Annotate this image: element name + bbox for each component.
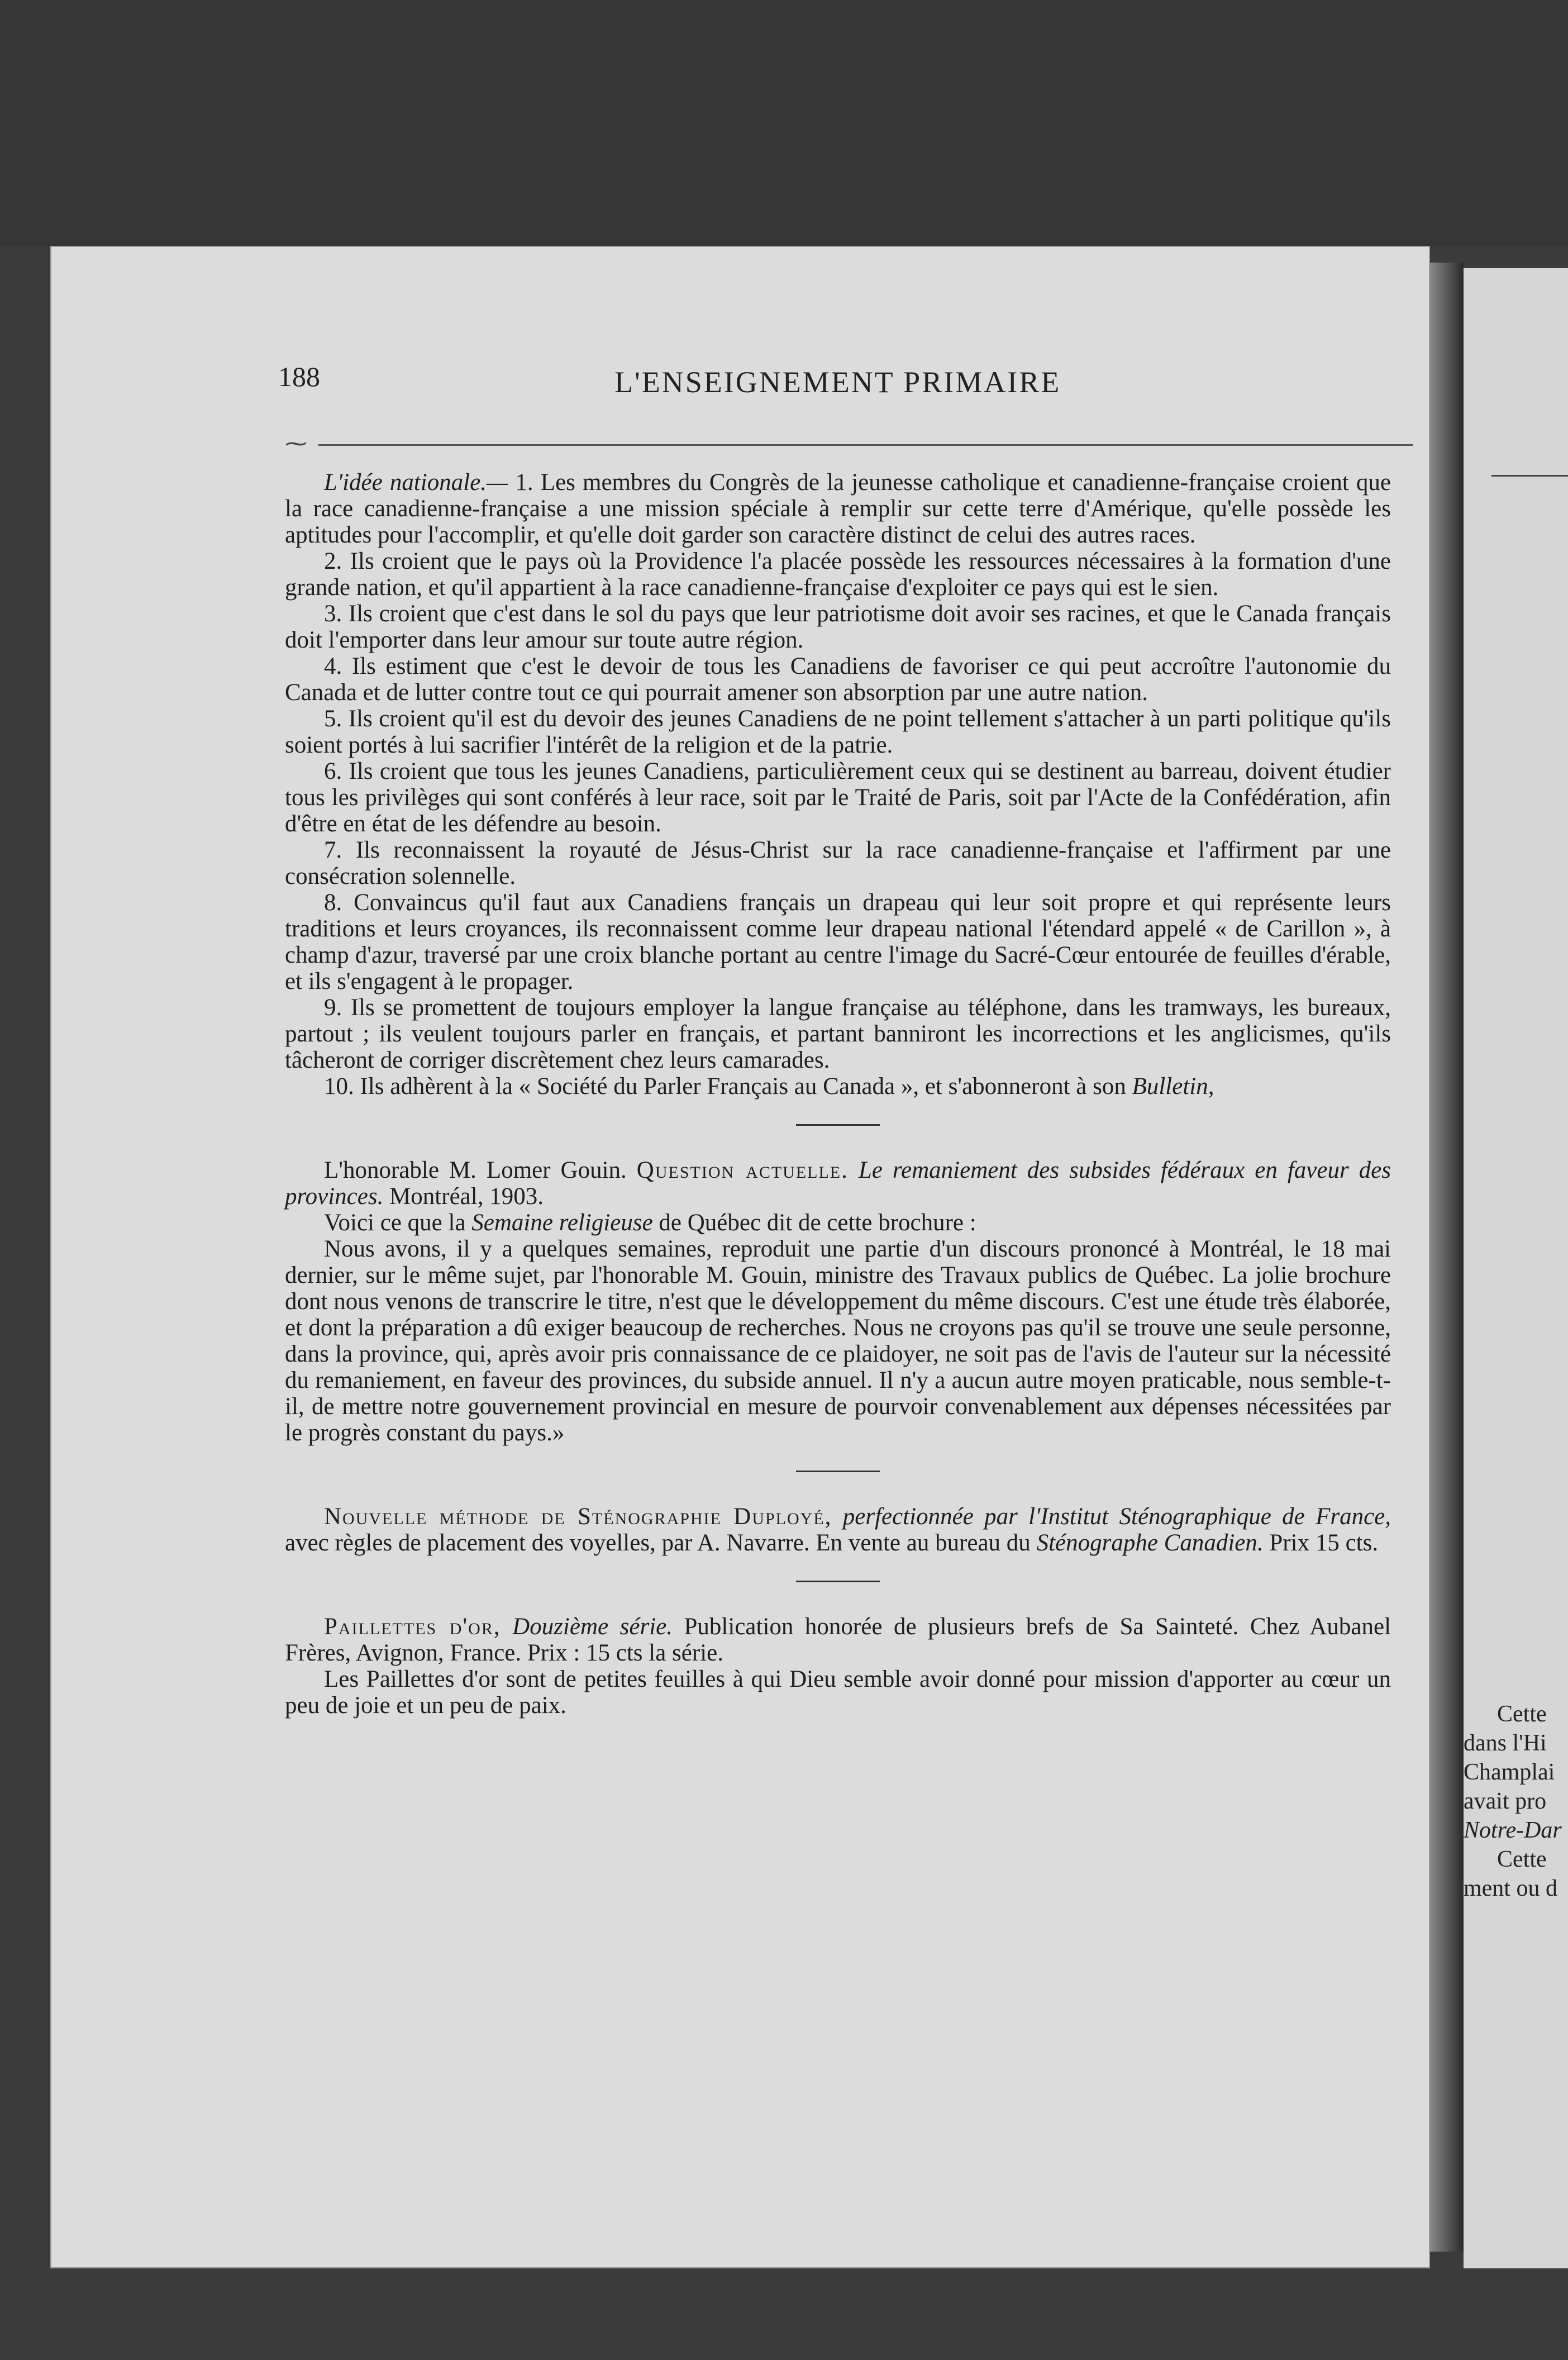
adjacent-line: Cette bbox=[1497, 1701, 1547, 1727]
paragraph: 2. Ils croient que le pays où la Providence l'a placée possède les ressources nécessaires à la formation d'une grande nation, et qu'il appartient à la race canadienne-française d'exploiter ce pays qui est le sien. bbox=[285, 548, 1391, 601]
book-subtitle: perfectionnée par l'Institut Sténographique de France, bbox=[842, 1503, 1391, 1530]
adjacent-line: Notre-Dar bbox=[1464, 1817, 1562, 1843]
author-text: L'honorable M. Lomer Gouin. bbox=[324, 1157, 637, 1183]
paragraph-text: 1. Les membres du Congrès de la jeunesse catholique et canadienne-française croient que la race canadienne-française a une mission spéciale à remplir sur cette terre d'Amérique, qu'elle possède les aptitudes pour l'accomplir, et qu'elle doit garder son caractère distinct de celui des autres races. bbox=[285, 469, 1391, 548]
page-header bbox=[50, 360, 1430, 405]
adjacent-line: dans l'Hi bbox=[1464, 1730, 1547, 1756]
paragraph-text: Publication honorée de plusieurs brefs de Sa Sainteté. Chez Aubanel Frères, Avignon, France. Prix : 15 cts la série. bbox=[285, 1614, 1391, 1666]
paragraph bbox=[285, 1210, 1391, 1236]
book-page bbox=[50, 246, 1430, 2268]
paragraph bbox=[285, 1503, 1391, 1556]
book-title: Nouvelle méthode de Sténographie Duployé, bbox=[324, 1503, 832, 1530]
periodical-title: Semaine religieuse bbox=[471, 1210, 653, 1236]
quotation: Nous avons, il y a quelques semaines, reproduit une partie d'un discours prononcé à Montréal, le 18 mai dernier, sur le même sujet, par l'honorable M. Gouin, ministre des Travaux publics de Québec. La jolie brochure dont nous venons de transcrire le titre, n'est que le développement du même discours. C'est une étude très élaborée, et dont la préparation a dû exiger beaucoup de recherches. Nous ne croyons pas qu'il se trouve une seule personne, dans la province, qui, après avoir pris connaissance de ce plaidoyer, ne soit pas de l'avis de l'auteur sur la nécessité du remaniement, en faveur des provinces, du subside annuel. Il n'y a aucun autre moyen praticable, nous semble-t-il, de mettre notre gouvernement provincial en mesure de pourvoir convenablement aux dépenses nécessitées par le progrès constant du pays.» bbox=[285, 1236, 1391, 1446]
adjacent-line: Champlai bbox=[1464, 1759, 1555, 1785]
paragraph-text: de Québec dit de cette brochure : bbox=[652, 1210, 976, 1236]
adjacent-page bbox=[1464, 268, 1568, 2268]
section-title: L'idée nationale.— bbox=[324, 469, 508, 496]
spacer-text bbox=[849, 1157, 859, 1183]
header-rule bbox=[318, 444, 1413, 446]
section-divider bbox=[796, 1471, 880, 1472]
header-mark: ⁓ bbox=[285, 431, 307, 456]
paragraph: 7. Ils reconnaissent la royauté de Jésus-Christ sur la race canadienne-française et l'affirment par une consécration solennelle. bbox=[285, 837, 1391, 889]
section-stenographie bbox=[285, 1503, 1391, 1556]
paragraph-text: 10. Ils adhèrent à la « Société du Parler Français au Canada », et s'abonneront à son bbox=[324, 1073, 1132, 1100]
series-label: Question actuelle. bbox=[636, 1157, 849, 1183]
section-divider bbox=[796, 1581, 880, 1582]
paragraph-text: , bbox=[1208, 1073, 1214, 1100]
section-gouin bbox=[285, 1157, 1391, 1446]
paragraph: 5. Ils croient qu'il est du devoir des jeunes Canadiens de ne point tellement s'attacher à un parti politique qu'ils soient portés à lui sacrifier l'intérêt de la religion et de la patrie. bbox=[285, 706, 1391, 758]
book-title: Le remaniement des subsides fédéraux en faveur des provinces. bbox=[285, 1157, 1391, 1210]
paragraph: 6. Ils croient que tous les jeunes Canadiens, particulièrement ceux qui se destinent au barreau, doivent étudier tous les privilèges qui sont conférés à leur race, soit par le Traité de Paris, soit par l'Acte de la Confédération, afin d'être en état de les défendre au besoin. bbox=[285, 758, 1391, 837]
bulletin-title: Bulletin bbox=[1132, 1073, 1208, 1100]
adjacent-line: avait pro bbox=[1464, 1788, 1547, 1814]
paragraph: 9. Ils se promettent de toujours employer la langue française au téléphone, dans les tramways, les bureaux, partout ; ils veulent toujours parler en français, et partant banniront les incorrections et les anglicismes, qu'ils tâcheront de corriger discrètement chez leurs camarades. bbox=[285, 995, 1391, 1073]
background-top bbox=[0, 0, 1568, 246]
paragraph: 3. Ils croient que c'est dans le sol du pays que leur patriotisme doit avoir ses racines, et que le Canada français doit l'emporter dans leur amour sur toute autre région. bbox=[285, 601, 1391, 653]
paragraph bbox=[285, 469, 1391, 548]
imprint-text: Montréal, 1903. bbox=[383, 1183, 544, 1210]
section-paillettes bbox=[285, 1614, 1391, 1719]
price-text: Prix 15 cts. bbox=[1263, 1530, 1379, 1556]
paragraph-text: avec règles de placement des voyelles, par A. Navarre. En vente au bureau du bbox=[285, 1530, 1037, 1556]
page-content bbox=[285, 469, 1391, 1719]
paragraph: Les Paillettes d'or sont de petites feuilles à qui Dieu semble avoir donné pour mission d'apporter au cœur un peu de joie et un peu de paix. bbox=[285, 1666, 1391, 1719]
series-title: Douzième série. bbox=[512, 1614, 673, 1640]
paragraph: 8. Convaincus qu'il faut aux Canadiens français un drapeau qui leur soit propre et qui représente leurs traditions et leurs croyances, ils reconnaissent comme leur drapeau national l'étendard appelé « de Carillon », à champ d'azur, traversé par une croix blanche portant au centre l'image du Sacré-Cœur entourée de feuilles d'érable, et ils s'engagent à le propager. bbox=[285, 889, 1391, 995]
paragraph-text: Voici ce que la bbox=[324, 1210, 472, 1236]
book-title: Paillettes d'or, bbox=[324, 1614, 501, 1640]
adjacent-header-rule bbox=[1491, 475, 1568, 477]
book-gutter bbox=[1430, 263, 1464, 2252]
paragraph: 4. Ils estiment que c'est le devoir de tous les Canadiens de favoriser ce qui peut accroître l'autonomie du Canada et de lutter contre tout ce qui pourrait amener son absorption par une autre nation. bbox=[285, 653, 1391, 706]
section-idee-nationale bbox=[285, 469, 1391, 1100]
paragraph bbox=[285, 1614, 1391, 1666]
section-divider bbox=[796, 1124, 880, 1126]
spacer-text bbox=[832, 1503, 842, 1530]
page-number: 188 bbox=[278, 361, 320, 392]
paragraph bbox=[285, 1073, 1391, 1100]
spacer-text bbox=[501, 1614, 513, 1640]
paragraph bbox=[285, 1157, 1391, 1210]
periodical-title: Sténographe Canadien. bbox=[1036, 1530, 1264, 1556]
running-head: L'ENSEIGNEMENT PRIMAIRE bbox=[614, 365, 1061, 399]
adjacent-line: Cette bbox=[1497, 1847, 1547, 1872]
adjacent-line: ment ou d bbox=[1464, 1876, 1557, 1901]
